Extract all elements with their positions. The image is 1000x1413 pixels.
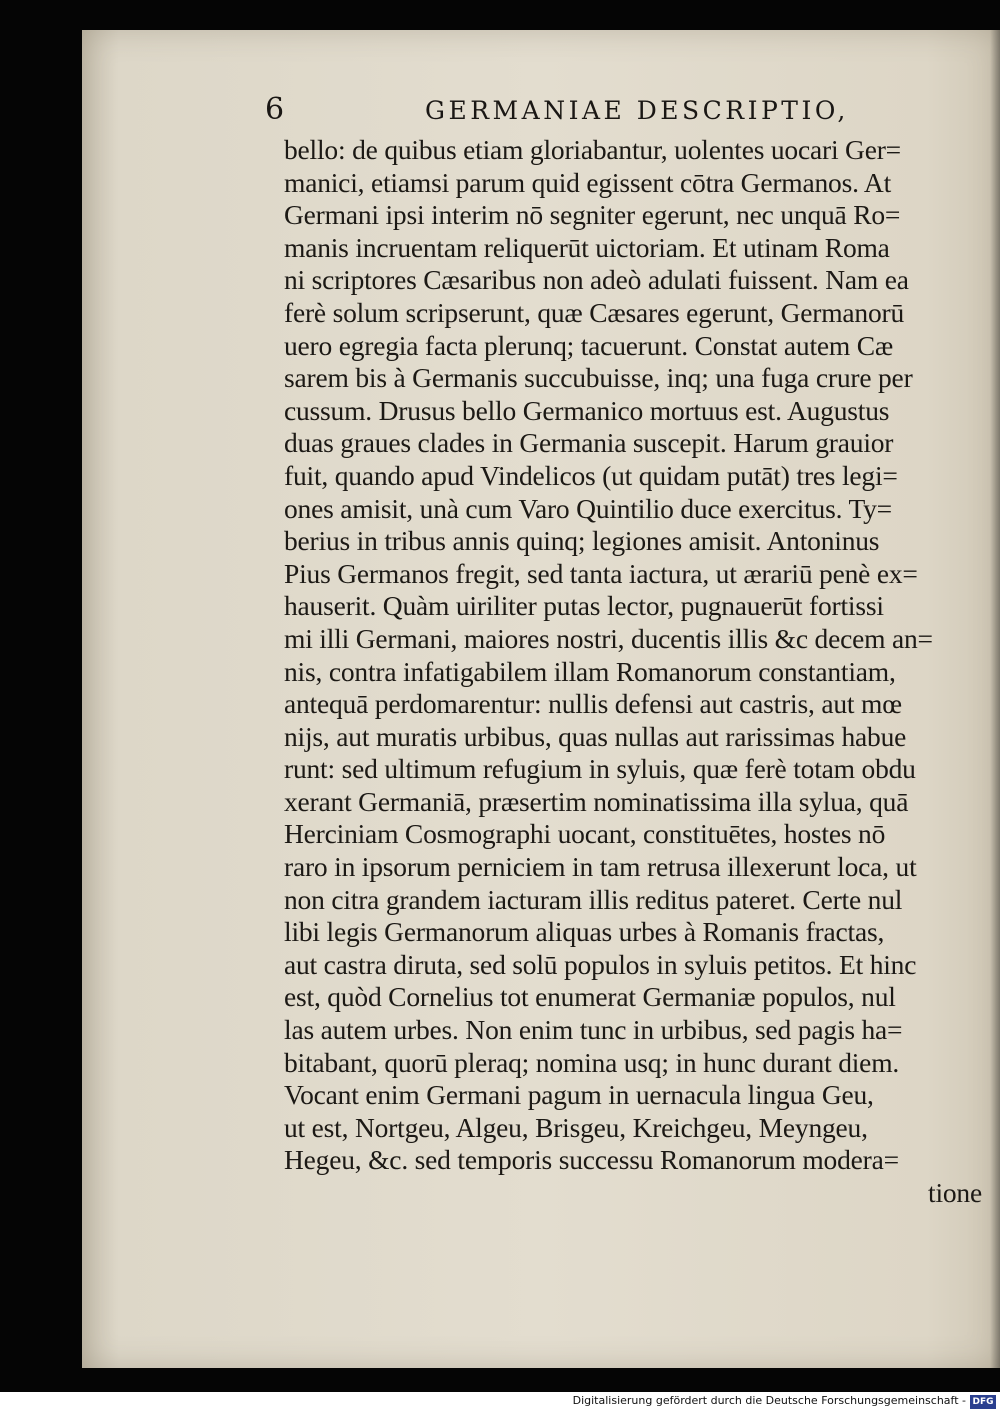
text-line: aut castra diruta, sed solū populos in syluis petitos. Et hinc xyxy=(284,948,917,980)
text-line: las autem urbes. Non enim tunc in urbibus, sed pagis ha= xyxy=(284,1014,903,1046)
text-line: sarem bis à Germanis succubuisse, inq; una fuga crure per xyxy=(284,362,913,394)
text-line: fuit, quando apud Vindelicos (ut quidam putāt) tres legi= xyxy=(284,459,898,491)
text-line: uero egregia facta plerunq; tacuerunt. Constat autem Cæ xyxy=(284,329,894,361)
body-text xyxy=(284,134,984,1210)
text-line: raro in ipsorum perniciem in tam retrusa illexerunt loca, ut xyxy=(284,851,917,883)
page-edge-shadow xyxy=(990,30,1000,1368)
dfg-logo: DFG xyxy=(970,1395,996,1409)
text-line: bitabant, quorū pleraq; nomina usq; in hunc durant diem. xyxy=(284,1046,900,1078)
text-line: manis incruentam reliquerūt uictoriam. Et utinam Roma xyxy=(284,231,890,263)
text-line: Herciniam Cosmographi uocant, constituētes, hostes nō xyxy=(284,818,886,850)
text-line: nis, contra infatigabilem illam Romanorum constantiam, xyxy=(284,655,896,687)
text-line: ones amisit, unà cum Varo Quintilio duce exercitus. Ty= xyxy=(284,492,892,524)
text-line: nijs, aut muratis urbibus, quas nullas aut rarissimas habue xyxy=(284,720,907,752)
text-line: Vocant enim Germani pagum in uernacula lingua Geu, xyxy=(284,1079,874,1111)
text-line: Hegeu, &c. sed temporis successu Romanorum modera= xyxy=(284,1144,899,1176)
text-line: antequā perdomarentur: nullis defensi aut castris, aut mœ xyxy=(284,688,902,720)
page-number: 6 xyxy=(265,92,285,127)
text-line: ut est, Nortgeu, Algeu, Brisgeu, Kreichgeu, Meyngeu, xyxy=(284,1111,868,1143)
text-line: libi legis Germanorum aliquas urbes à Romanis fractas, xyxy=(284,916,885,948)
footer-bar xyxy=(0,1392,1000,1413)
text-line: est, quòd Cornelius tot enumerat Germaniæ populos, nul xyxy=(284,981,896,1013)
text-line: hauserit. Quàm uiriliter putas lector, pugnauerūt fortissi xyxy=(284,590,884,622)
text-line: non citra grandem iacturam illis reditus pateret. Certe nul xyxy=(284,883,903,915)
running-head: GERMANIAE DESCRIPTIO, xyxy=(425,96,849,125)
text-line: Pius Germanos fregit, sed tanta iactura, ut ærariū penè ex= xyxy=(284,557,918,589)
text-line: berius in tribus annis quinq; legiones amisit. Antoninus xyxy=(284,525,880,557)
text-line: runt: sed ultimum refugium in syluis, quæ ferè totam obdu xyxy=(284,753,916,785)
text-line: mi illi Germani, maiores nostri, ducentis illis &c decem an= xyxy=(284,622,933,654)
funding-credit: Digitalisierung gefördert durch die Deutsche Forschungsgemeinschaft - xyxy=(572,1394,966,1407)
text-line: xerant Germaniā, præsertim nominatissima illa sylua, quā xyxy=(284,785,909,817)
text-line: ferè solum scripserunt, quæ Cæsares egerunt, Germanorū xyxy=(284,296,905,328)
text-line: ni scriptores Cæsaribus non adeò adulati fuissent. Nam ea xyxy=(284,264,909,296)
text-line: cussum. Drusus bello Germanico mortuus est. Augustus xyxy=(284,394,890,426)
catchword: tione xyxy=(928,1177,982,1208)
text-line: duas graues clades in Germania suscepit. Harum grauior xyxy=(284,427,894,459)
text-line: Germani ipsi interim nō segniter egerunt, nec unquā Ro= xyxy=(284,199,901,231)
text-line: bello: de quibus etiam gloriabantur, uolentes uocari Ger= xyxy=(284,134,901,165)
text-line: manici, etiamsi parum quid egissent cōtra Germanos. At xyxy=(284,166,892,198)
book-page xyxy=(82,30,1000,1368)
